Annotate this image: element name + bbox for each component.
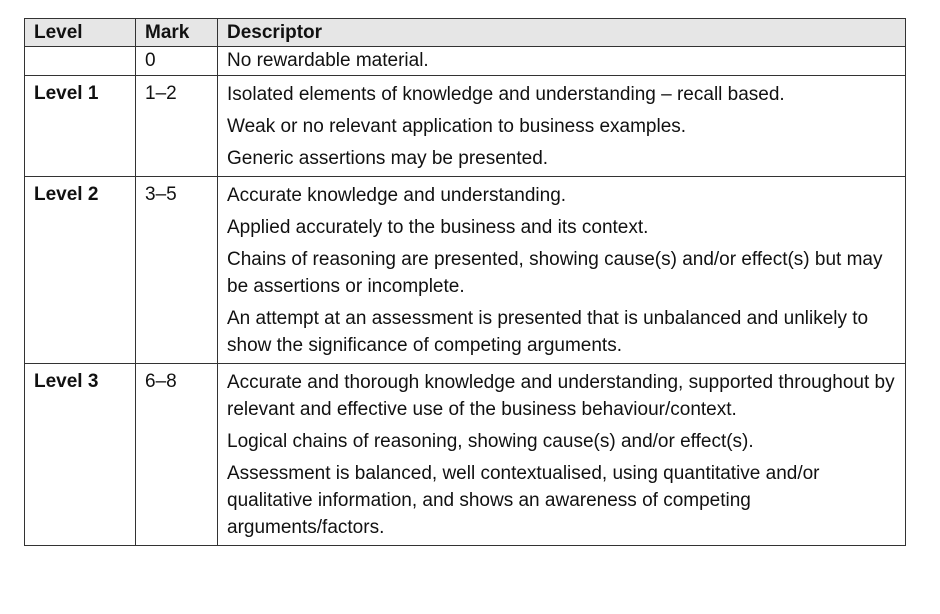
descriptor-text: Generic assertions may be presented. (227, 148, 549, 169)
descriptor-cell (218, 76, 906, 177)
descriptor-cell (218, 364, 906, 546)
level-cell: Level 1 (25, 76, 136, 177)
mark-cell: 3–5 (136, 177, 218, 364)
header-level: Level (25, 19, 136, 47)
mark-cell: 6–8 (136, 364, 218, 546)
descriptor-text: Accurate knowledge and understanding. (227, 185, 567, 206)
table-row (25, 177, 906, 364)
table-row (25, 47, 906, 76)
levels-mark-scheme-table (24, 18, 906, 546)
descriptor-text: No rewardable material. (227, 50, 429, 71)
mark-cell: 1–2 (136, 76, 218, 177)
table-row (25, 76, 906, 177)
mark-cell: 0 (136, 47, 218, 76)
descriptor-text: Weak or no relevant application to business examples. (227, 116, 687, 137)
header-row (25, 19, 906, 47)
descriptor-text: Applied accurately to the business and its context. (227, 217, 649, 238)
descriptor-text: Chains of reasoning are presented, showing cause(s) and/or effect(s) but may be assertions or incomplete. (227, 249, 883, 297)
level-cell (25, 47, 136, 76)
header-mark: Mark (136, 19, 218, 47)
descriptor-text: Logical chains of reasoning, showing cause(s) and/or effect(s). (227, 431, 754, 452)
table-row (25, 364, 906, 546)
descriptor-text: Accurate and thorough knowledge and understanding, supported throughout by relevant and effective use of the business behaviour/context. (227, 372, 895, 420)
descriptor-text: An attempt at an assessment is presented that is unbalanced and unlikely to show the significance of competing arguments. (227, 308, 869, 356)
descriptor-text: Assessment is balanced, well contextualised, using quantitative and/or qualitative information, and shows an awareness of competing arguments/factors. (227, 463, 820, 538)
descriptor-text: Isolated elements of knowledge and understanding – recall based. (227, 84, 785, 105)
level-cell: Level 2 (25, 177, 136, 364)
descriptor-cell (218, 177, 906, 364)
header-descriptor: Descriptor (218, 19, 906, 47)
descriptor-cell (218, 47, 906, 76)
level-cell: Level 3 (25, 364, 136, 546)
